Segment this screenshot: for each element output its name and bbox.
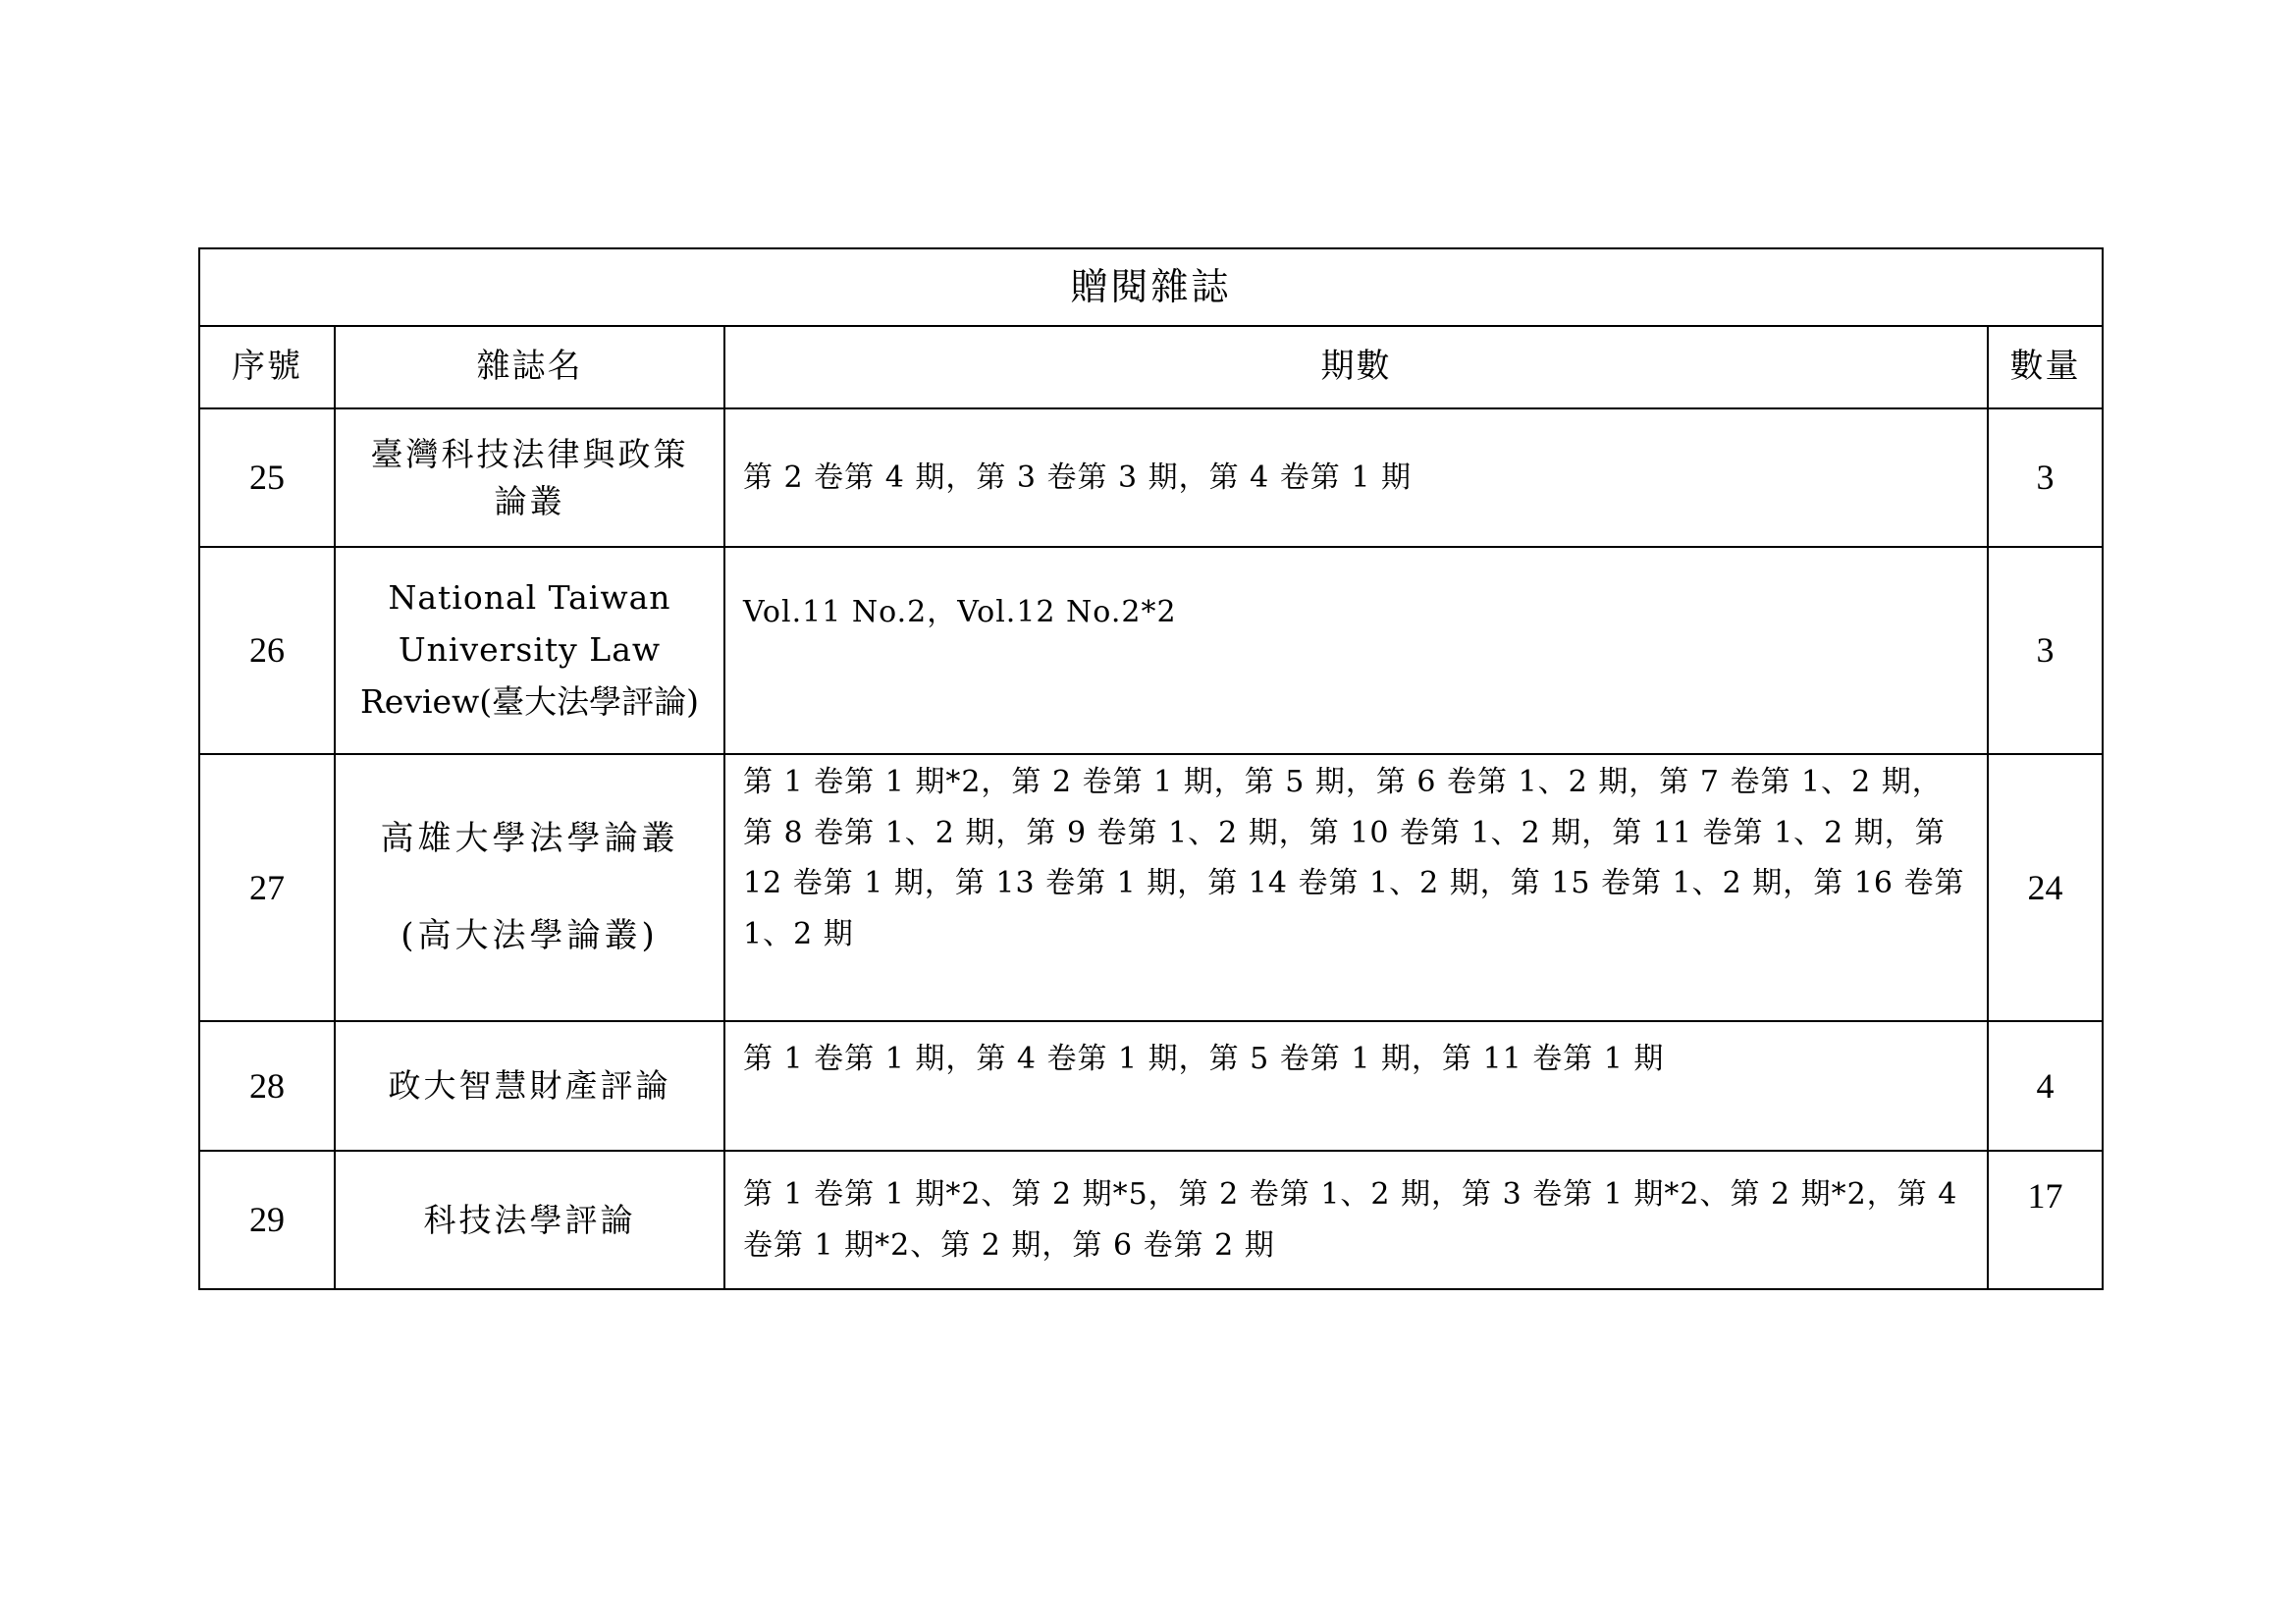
table-row: [199, 1021, 2103, 1151]
header-row: [199, 326, 2103, 408]
quantity-cell: 24: [1988, 754, 2103, 1021]
table-row: [199, 547, 2103, 754]
title-row: [199, 248, 2103, 326]
issues-cell: 第 2 卷第 4 期，第 3 卷第 3 期，第 4 卷第 1 期: [724, 408, 1988, 547]
table-row: [199, 754, 2103, 1021]
gift-journals-table: [198, 247, 2104, 1290]
table-row: [199, 1151, 2103, 1289]
serial-cell: 27: [199, 754, 335, 1021]
table-title: 贈閱雜誌: [199, 248, 2103, 326]
journal-name-line: 高雄大學法學論叢: [380, 819, 679, 859]
journal-name-cell: [335, 1151, 724, 1289]
issues-cell: 第 1 卷第 1 期*2、第 2 期*5，第 2 卷第 1、2 期，第 3 卷第 1 期*2、第 2 期*2，第 4 卷第 1 期*2、第 2 期，第 6 卷第 2 期: [724, 1151, 1988, 1289]
quantity-cell: 17: [1988, 1151, 2103, 1289]
header-issues: 期數: [724, 326, 1988, 408]
header-quantity: 數量: [1988, 326, 2103, 408]
serial-cell: 29: [199, 1151, 335, 1289]
journal-name-cell: [335, 754, 724, 1021]
journal-name-line: 論叢: [494, 481, 565, 520]
journal-name-line: Review(臺大法學評論): [359, 681, 700, 721]
serial-cell: 26: [199, 547, 335, 754]
journal-name-cell: [335, 408, 724, 547]
quantity-cell: 4: [1988, 1021, 2103, 1151]
journal-name-line: 政大智慧財產評論: [388, 1066, 671, 1106]
journal-name-line: (高大法學論叢): [400, 916, 659, 955]
journal-name-cell: [335, 1021, 724, 1151]
issues-cell: Vol.11 No.2，Vol.12 No.2*2: [724, 547, 1988, 754]
issues-cell: 第 1 卷第 1 期*2，第 2 卷第 1 期，第 5 期，第 6 卷第 1、2 期，第 7 卷第 1、2 期，第 8 卷第 1、2 期，第 9 卷第 1、2 期，第 10 卷第 1、2 期，第 11 卷第 1、2 期，第 12 卷第 1 期，第 13 卷第 1 期，第 14 卷第 1、2 期，第 15 卷第 1、2 期，第 16 卷第 1、2 期: [724, 754, 1988, 1021]
issues-cell: 第 1 卷第 1 期，第 4 卷第 1 期，第 5 卷第 1 期，第 11 卷第 1 期: [724, 1021, 1988, 1151]
journal-name-line: 臺灣科技法律與政策: [370, 434, 689, 473]
quantity-cell: 3: [1988, 547, 2103, 754]
journal-name-line: University Law: [398, 630, 662, 670]
serial-cell: 25: [199, 408, 335, 547]
header-journal-name: 雜誌名: [335, 326, 724, 408]
serial-cell: 28: [199, 1021, 335, 1151]
journal-name-line: National Taiwan: [388, 578, 671, 618]
table-row: [199, 408, 2103, 547]
journal-name-cell: [335, 547, 724, 754]
header-serial: 序號: [199, 326, 335, 408]
quantity-cell: 3: [1988, 408, 2103, 547]
journal-name-line: 科技法學評論: [423, 1200, 636, 1239]
